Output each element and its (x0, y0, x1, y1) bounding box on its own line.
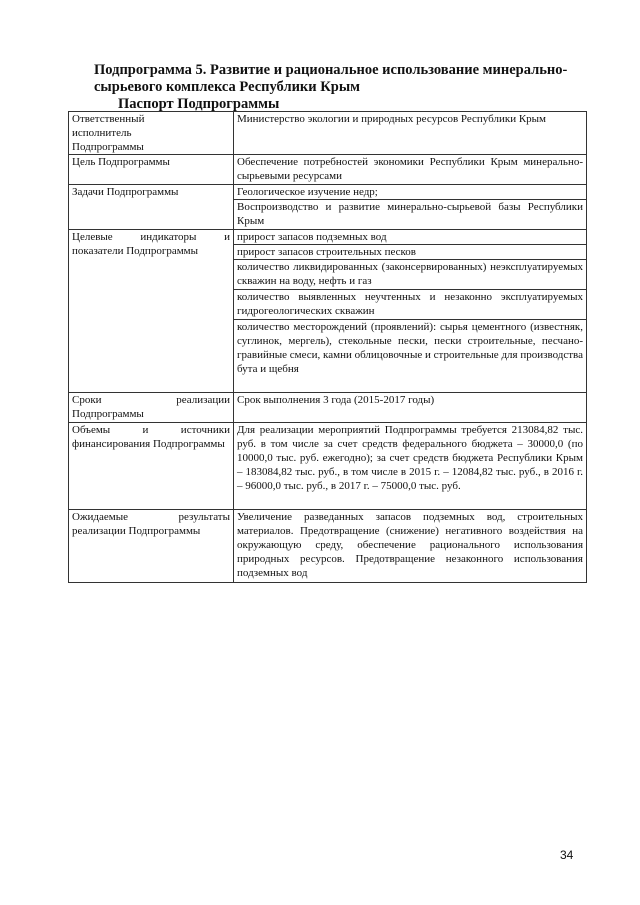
tasks-value-1: Геологическое изучение недр; (234, 185, 587, 200)
tasks-label: Задачи Подпрограммы (69, 185, 234, 230)
indicator-value-5: количество месторождений (проявлений): сырья цементного (известняк, суглинок, мергель), стекольные пески, пески строительные, песчано-гравийные смеси, камни облицовочные и строительные для производства бута и щебня (234, 320, 587, 393)
passport-subtitle: Паспорт Подпрограммы (118, 96, 280, 112)
table-row (69, 185, 587, 200)
funding-label: Объемы и источники финансирования Подпрограммы (69, 423, 234, 510)
page-number: 34 (560, 848, 574, 862)
passport-table (68, 111, 587, 583)
table-row (69, 510, 587, 583)
table-row (69, 393, 587, 423)
executor-label (69, 112, 234, 155)
goal-value: Обеспечение потребностей экономики Республики Крым минерально-сырьевыми ресурсами (234, 155, 587, 185)
executor-label-line: исполнитель (72, 127, 132, 139)
executor-label-line: Подпрограммы (72, 141, 144, 153)
table-row (69, 112, 587, 155)
indicator-value-4: количество выявленных неучтенных и незаконно эксплуатируемых гидрогеологических скважин (234, 290, 587, 320)
table-row (69, 423, 587, 510)
tasks-value-2: Воспроизводство и развитие минерально-сырьевой базы Республики Крым (234, 200, 587, 230)
table-row (69, 230, 587, 245)
indicator-value-1: прирост запасов подземных вод (234, 230, 587, 245)
goal-label: Цель Подпрограммы (69, 155, 234, 185)
indicators-label: Целевые индикаторы и показатели Подпрограммы (69, 230, 234, 393)
results-label: Ожидаемые результаты реализации Подпрограммы (69, 510, 234, 583)
results-value: Увеличение разведанных запасов подземных вод, строительных материалов. Предотвращение (снижение) негативного воздействия на окружающую среду, обеспечение рационального использования природных ресурсов. Предотвращение незаконного использования подземных вод (234, 510, 587, 583)
terms-value: Срок выполнения 3 года (2015-2017 годы) (234, 393, 587, 423)
terms-label: Сроки реализации Подпрограммы (69, 393, 234, 423)
indicator-value-2: прирост запасов строительных песков (234, 245, 587, 260)
table-row (69, 155, 587, 185)
indicator-value-3: количество ликвидированных (законсервированных) неэксплуатируемых скважин на воду, нефть и газ (234, 260, 587, 290)
executor-label-line: Ответственный (72, 113, 145, 125)
funding-value: Для реализации мероприятий Подпрограммы требуется 213084,82 тыс. руб. в том числе за счет средств федерального бюджета – 30000,0 (по 10000,0 тыс. руб. ежегодно); за счет средств бюджета Республики Крым – 183084,82 тыс. руб., в том числе в 2015 г. – 12084,82 тыс. руб., в 2016 г. – 96000,0 тыс. руб., в 2017 г. – 75000,0 тыс. руб. (234, 423, 587, 510)
page-title: Подпрограмма 5. Развитие и рациональное использование минерально-сырьевого комплекса Республики Крым (94, 62, 568, 95)
executor-value: Министерство экологии и природных ресурсов Республики Крым (234, 112, 587, 155)
